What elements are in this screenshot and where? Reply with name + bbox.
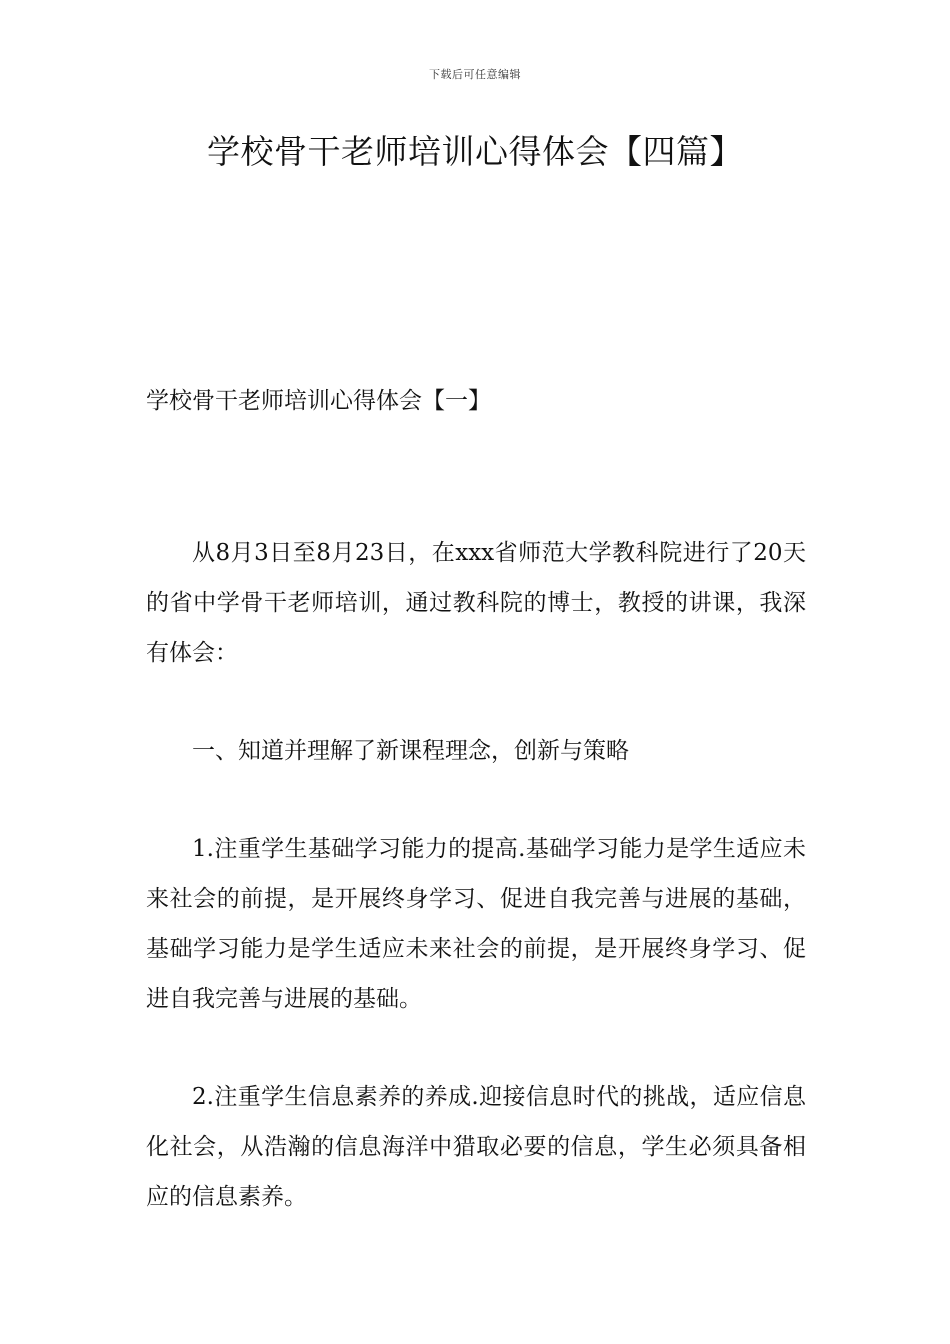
document-body	[146, 528, 806, 1222]
paragraph-point-heading: 一、知道并理解了新课程理念，创新与策略	[192, 738, 629, 764]
paragraph-intro: 从8月3日至8月23日，在xxx省师范大学教科院进行了20天的省中学骨干老师培训，通过教科院的博士，教授的讲课，我深有体会：	[146, 540, 806, 666]
paragraph-point-2: 2.注重学生信息素养的养成.迎接信息时代的挑战，适应信息化社会，从浩瀚的信息海洋中猎取必要的信息，学生必须具备相应的信息素养。	[146, 1084, 806, 1210]
section-heading: 学校骨干老师培训心得体会【一】	[146, 388, 491, 414]
document-title: 学校骨干老师培训心得体会【四篇】	[207, 132, 743, 171]
paragraph-point-1: 1.注重学生基础学习能力的提高.基础学习能力是学生适应未来社会的前提，是开展终身学习、促进自我完善与进展的基础，基础学习能力是学生适应未来社会的前提，是开展终身学习、促进自我完善与进展的基础。	[146, 836, 806, 1012]
header-note: 下载后可任意编辑	[429, 68, 521, 81]
